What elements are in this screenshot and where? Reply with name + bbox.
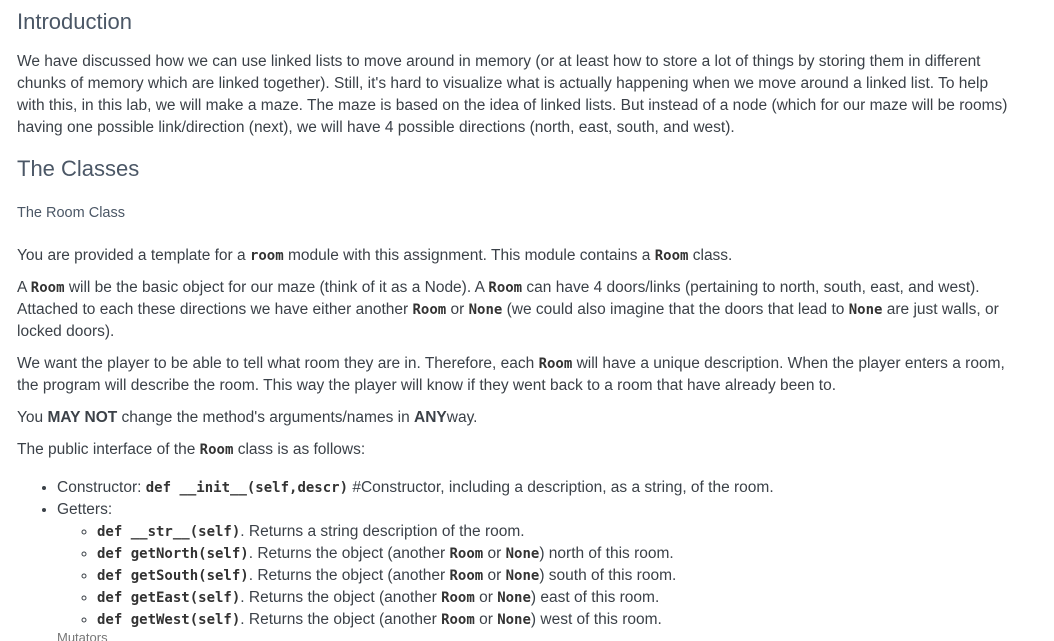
- text: The public interface of the: [17, 441, 200, 458]
- template-paragraph: [17, 245, 1017, 267]
- code-getter: def __str__(self): [97, 524, 241, 540]
- text: or: [474, 589, 498, 606]
- room-basic-paragraph: [17, 277, 1017, 343]
- text: . Returns the object (another: [248, 567, 450, 584]
- list-item-getter: [97, 543, 1037, 565]
- code-none: None: [848, 302, 883, 318]
- text: ) south of this room.: [539, 567, 677, 584]
- mutators-label: Mutators: [57, 631, 108, 641]
- text: ) east of this room.: [530, 589, 660, 606]
- code-getter: def getSouth(self): [97, 568, 249, 584]
- list-item-getters: [57, 499, 1037, 631]
- code-room: Room: [441, 612, 475, 628]
- text: You are provided a template for a: [17, 247, 250, 264]
- text: change the method's arguments/names in: [117, 409, 415, 426]
- constructor-label: Constructor:: [57, 479, 146, 496]
- text: or: [483, 545, 506, 562]
- constructor-description: #Constructor, including a description, as a string, of the room.: [348, 479, 774, 496]
- text: You: [17, 409, 48, 426]
- list-item-getter: [97, 521, 1037, 543]
- list-item-constructor: [57, 477, 1037, 499]
- may-not-paragraph: [17, 407, 1017, 429]
- code-none: None: [505, 546, 540, 562]
- text: . Returns the object (another: [248, 545, 450, 562]
- code-room-class: Room: [654, 248, 689, 264]
- text: or: [474, 611, 498, 628]
- code-getter: def getWest(self): [97, 612, 241, 628]
- introduction-paragraph: We have discussed how we can use linked lists to move around in memory (or at least how to store a lot of things by storing them in different chunks of memory which are linked together). Still, it's hard to visualize what is actually happening when we move around a linked list. To help with this, in this lab, we will make a maze. The maze is based on the idea of linked lists. But instead of a node (which for our maze will be rooms) having one possible link/direction (next), we will have 4 possible directions (north, east, south, and west).: [17, 53, 1008, 136]
- code-room: Room: [412, 302, 447, 318]
- text: . Returns a string description of the room.: [240, 523, 525, 540]
- code-getter: def getNorth(self): [97, 546, 249, 562]
- list-item-getter: [97, 609, 1037, 631]
- getters-list: [57, 521, 1037, 631]
- text: way.: [446, 409, 478, 426]
- text: A: [17, 279, 31, 296]
- emphasis-may-not: MAY NOT: [47, 409, 118, 426]
- code-constructor: def __init__(self,descr): [145, 480, 349, 496]
- text: . Returns the object (another: [240, 589, 442, 606]
- text: or: [446, 301, 469, 318]
- code-none: None: [497, 590, 531, 606]
- list-item-mutators: [57, 631, 1037, 641]
- text: or: [483, 567, 506, 584]
- text: . Returns the object (another: [240, 611, 442, 628]
- player-paragraph: [17, 353, 1017, 397]
- code-room: Room: [488, 280, 523, 296]
- classes-heading: The Classes: [17, 156, 140, 181]
- text: class is as follows:: [233, 441, 366, 458]
- code-room: Room: [441, 590, 475, 606]
- list-item-getter: [97, 587, 1037, 609]
- code-room: Room: [30, 280, 65, 296]
- code-getter: def getEast(self): [97, 590, 241, 606]
- code-none: None: [497, 612, 531, 628]
- code-none: None: [468, 302, 503, 318]
- text: will have a unique description. When the player enters a room, the program will describe the room. This way the player will know if they went back to a room that have already been to.: [17, 355, 1005, 394]
- text: will be the basic object for our maze (think of it as a Node). A: [64, 279, 489, 296]
- code-none: None: [505, 568, 540, 584]
- emphasis-any: ANY: [414, 409, 447, 426]
- text: (we could also imagine that the doors that lead to: [502, 301, 849, 318]
- code-room: Room: [199, 442, 234, 458]
- code-room: Room: [538, 356, 573, 372]
- code-room-module: room: [249, 248, 284, 264]
- code-room: Room: [449, 546, 484, 562]
- text: module with this assignment. This module contains a: [283, 247, 655, 264]
- room-class-heading: The Room Class: [17, 205, 125, 221]
- text: ) north of this room.: [539, 545, 674, 562]
- text: We want the player to be able to tell what room they are in. Therefore, each: [17, 355, 539, 372]
- interface-list: [17, 477, 1037, 641]
- public-interface-paragraph: [17, 439, 1017, 461]
- code-room: Room: [449, 568, 484, 584]
- list-item-getter: [97, 565, 1037, 587]
- text: class.: [688, 247, 733, 264]
- text: ) west of this room.: [530, 611, 662, 628]
- text: are just walls, or locked doors).: [17, 301, 999, 340]
- text: can have 4 doors/links (pertaining to north, south, east, and west). Attached to each these directions we have either another: [17, 279, 980, 318]
- introduction-heading: Introduction: [17, 9, 132, 34]
- getters-label: Getters:: [57, 501, 113, 518]
